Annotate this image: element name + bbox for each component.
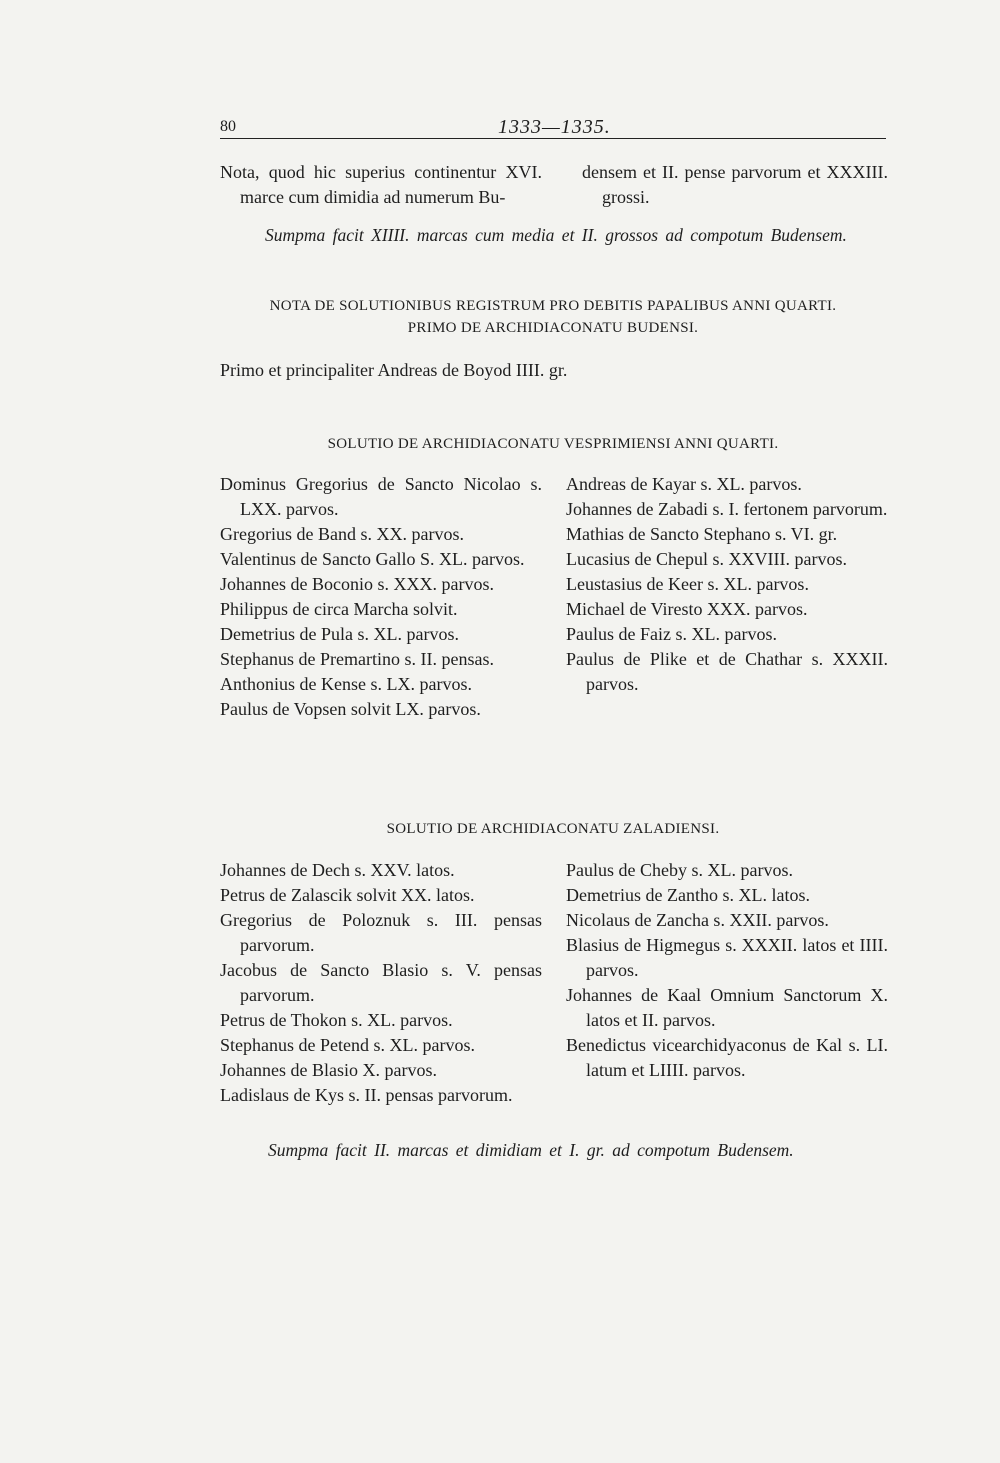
list-item: Andreas de Kayar s. XL. parvos. [566, 474, 802, 494]
vesprimiensi-heading: SOLUTIO DE ARCHIDIACONATU VESPRIMIENSI ANNI QUARTI. [327, 436, 779, 452]
zaladiensi-left-column [220, 858, 542, 1108]
list-item: Paulus de Vopsen solvit LX. parvos. [220, 699, 481, 719]
list-item: Stephanus de Petend s. XL. parvos. [220, 1035, 475, 1055]
list-item: Johannes de Blasio X. parvos. [220, 1060, 437, 1080]
list-item: Johannes de Boconio s. XXX. parvos. [220, 574, 494, 594]
list-item: Stephanus de Premartino s. II. pensas. [220, 649, 494, 669]
page-number: 80 [220, 118, 236, 135]
running-head-years: 1333—1335. [498, 116, 611, 138]
intro-left-column [220, 160, 542, 210]
list-item: Paulus de Faiz s. XL. parvos. [566, 624, 777, 644]
list-item: Leustasius de Keer s. XL. parvos. [566, 574, 809, 594]
vesprimiensi-right-column [566, 472, 888, 697]
list-item: Philippus de circa Marcha solvit. [220, 599, 458, 619]
summa-budensis: Sumpma facit XIIII. marcas cum media et II. grossos ad compotum Budensem. [265, 225, 847, 245]
zaladiensi-right-column [566, 858, 888, 1083]
summa-zaladiensis: Sumpma facit II. marcas et dimidiam et I. gr. ad compotum Budensem. [268, 1140, 794, 1160]
list-item: Anthonius de Kense s. LX. parvos. [220, 674, 472, 694]
vesprimiensi-left-column [220, 472, 542, 722]
list-item: Jacobus de Sancto Blasio s. V. pensas parvorum. [220, 960, 542, 1005]
list-item: Gregorius de Band s. XX. parvos. [220, 524, 464, 544]
list-item: Ladislaus de Kys s. II. pensas parvorum. [220, 1085, 513, 1105]
page-header [220, 118, 886, 139]
list-item: Johannes de Dech s. XXV. latos. [220, 860, 455, 880]
list-item: Paulus de Plike et de Chathar s. XXXII. parvos. [566, 649, 888, 694]
nota-heading-line2: PRIMO DE ARCHIDIACONATU BUDENSI. [407, 320, 699, 336]
list-item: Paulus de Cheby s. XL. parvos. [566, 860, 793, 880]
list-item: Gregorius de Poloznuk s. III. pensas parvorum. [220, 910, 542, 955]
list-item: Michael de Viresto XXX. parvos. [566, 599, 808, 619]
intro-right-text: densem et II. pense parvorum et XXXIII. grossi. [582, 162, 888, 207]
list-item: Nicolaus de Zancha s. XXII. parvos. [566, 910, 829, 930]
list-item: Demetrius de Zantho s. XL. latos. [566, 885, 810, 905]
list-item: Petrus de Zalascik solvit XX. latos. [220, 885, 475, 905]
list-item: Blasius de Higmegus s. XXXII. latos et IIII. parvos. [566, 935, 888, 980]
primo-line: Primo et principaliter Andreas de Boyod IIII. gr. [220, 360, 568, 380]
list-item: Dominus Gregorius de Sancto Nicolao s. LXX. parvos. [220, 474, 542, 519]
list-item: Johannes de Zabadi s. I. fertonem parvorum. [566, 499, 888, 519]
list-item: Johannes de Kaal Omnium Sanctorum X. latos et II. parvos. [566, 985, 888, 1030]
list-item: Benedictus vicearchidyaconus de Kal s. LI. latum et LIIII. parvos. [566, 1035, 888, 1080]
list-item: Valentinus de Sancto Gallo S. XL. parvos. [220, 549, 525, 569]
intro-left-text: Nota, quod hic superius continentur XVI. marce cum dimidia ad numerum Bu- [220, 162, 542, 207]
intro-right-column [582, 160, 888, 210]
list-item: Petrus de Thokon s. XL. parvos. [220, 1010, 453, 1030]
list-item: Mathias de Sancto Stephano s. VI. gr. [566, 524, 838, 544]
zaladiensi-heading: SOLUTIO DE ARCHIDIACONATU ZALADIENSI. [386, 821, 720, 837]
nota-heading-line1: NOTA DE SOLUTIONIBUS REGISTRUM PRO DEBITIS PAPALIBUS ANNI QUARTI. [269, 298, 837, 314]
list-item: Lucasius de Chepul s. XXVIII. parvos. [566, 549, 847, 569]
nota-heading [220, 295, 886, 339]
list-item: Demetrius de Pula s. XL. parvos. [220, 624, 459, 644]
